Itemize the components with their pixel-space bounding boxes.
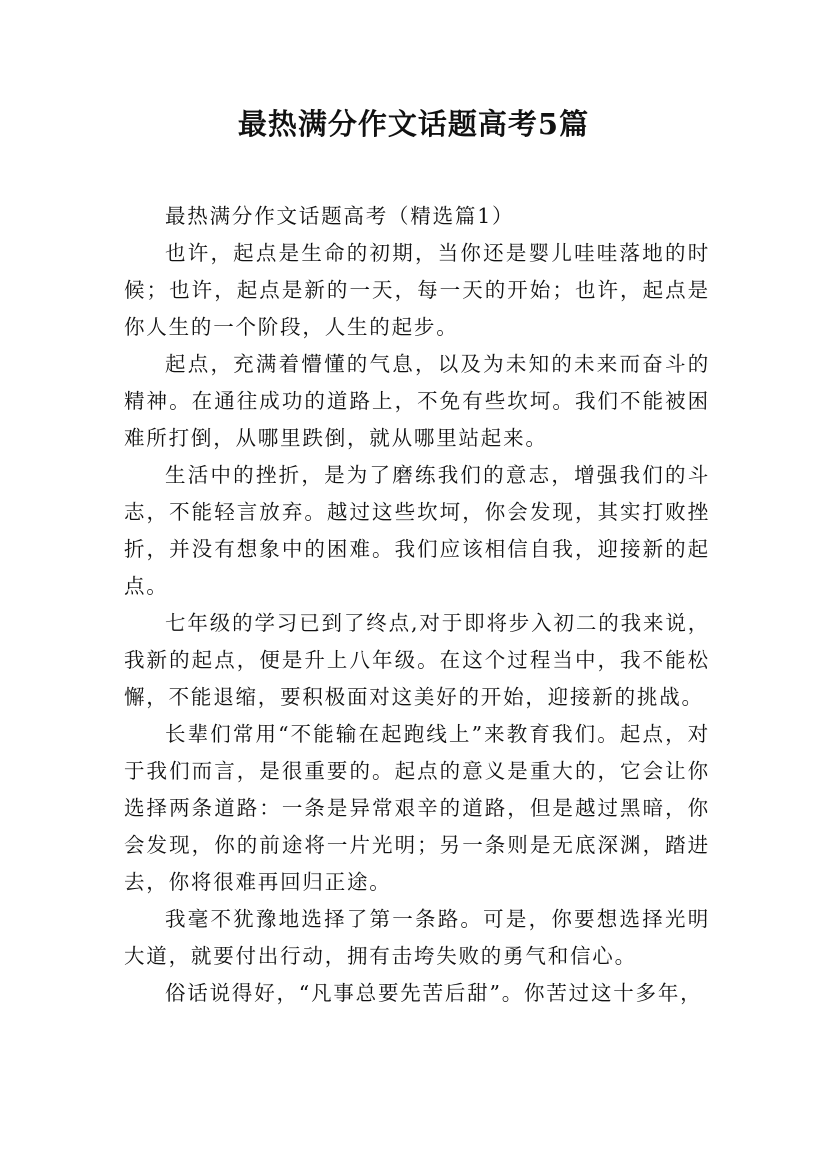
section-heading: 最热满分作文话题高考（精选篇1）: [165, 204, 515, 228]
paragraph-5: 长辈们常用“不能输在起跑线上”来教育我们。起点，对于我们而言，是很重要的。起点的意义是重大的，它会让你选择两条道路：一条是异常艰辛的道路，但是越过黑暗，你会发现，你的前途将一片光明；另一条则是无底深渊，踏进去，你将很难再回归正途。: [124, 722, 710, 894]
paragraph-1: 也许，起点是生命的初期，当你还是婴儿哇哇落地的时候；也许，起点是新的一天，每一天的开始；也许，起点是你人生的一个阶段，人生的起步。: [124, 241, 710, 339]
paragraph-4: 七年级的学习已到了终点,对于即将步入初二的我来说，我新的起点，便是升上八年级。在这个过程当中，我不能松懈，不能退缩，要积极面对这美好的开始，迎接新的挑战。: [124, 611, 710, 709]
paragraph-6: 我毫不犹豫地选择了第一条路。可是，你要想选择光明大道，就要付出行动，拥有击垮失败的勇气和信心。: [124, 907, 710, 968]
document-title: 最热满分作文话题高考5篇: [237, 107, 590, 141]
paragraph-3: 生活中的挫折，是为了磨练我们的意志，增强我们的斗志，不能轻言放弃。越过这些坎坷，你会发现，其实打败挫折，并没有想象中的困难。我们应该相信自我，迎接新的起点。: [124, 463, 710, 598]
paragraph-2: 起点，充满着懵懂的气息，以及为未知的未来而奋斗的精神。在通往成功的道路上，不免有些坎坷。我们不能被困难所打倒，从哪里跌倒，就从哪里站起来。: [124, 352, 710, 450]
document-body: [124, 198, 710, 1012]
paragraph-7: 俗话说得好，“凡事总要先苦后甜”。你苦过这十多年，: [165, 981, 703, 1005]
